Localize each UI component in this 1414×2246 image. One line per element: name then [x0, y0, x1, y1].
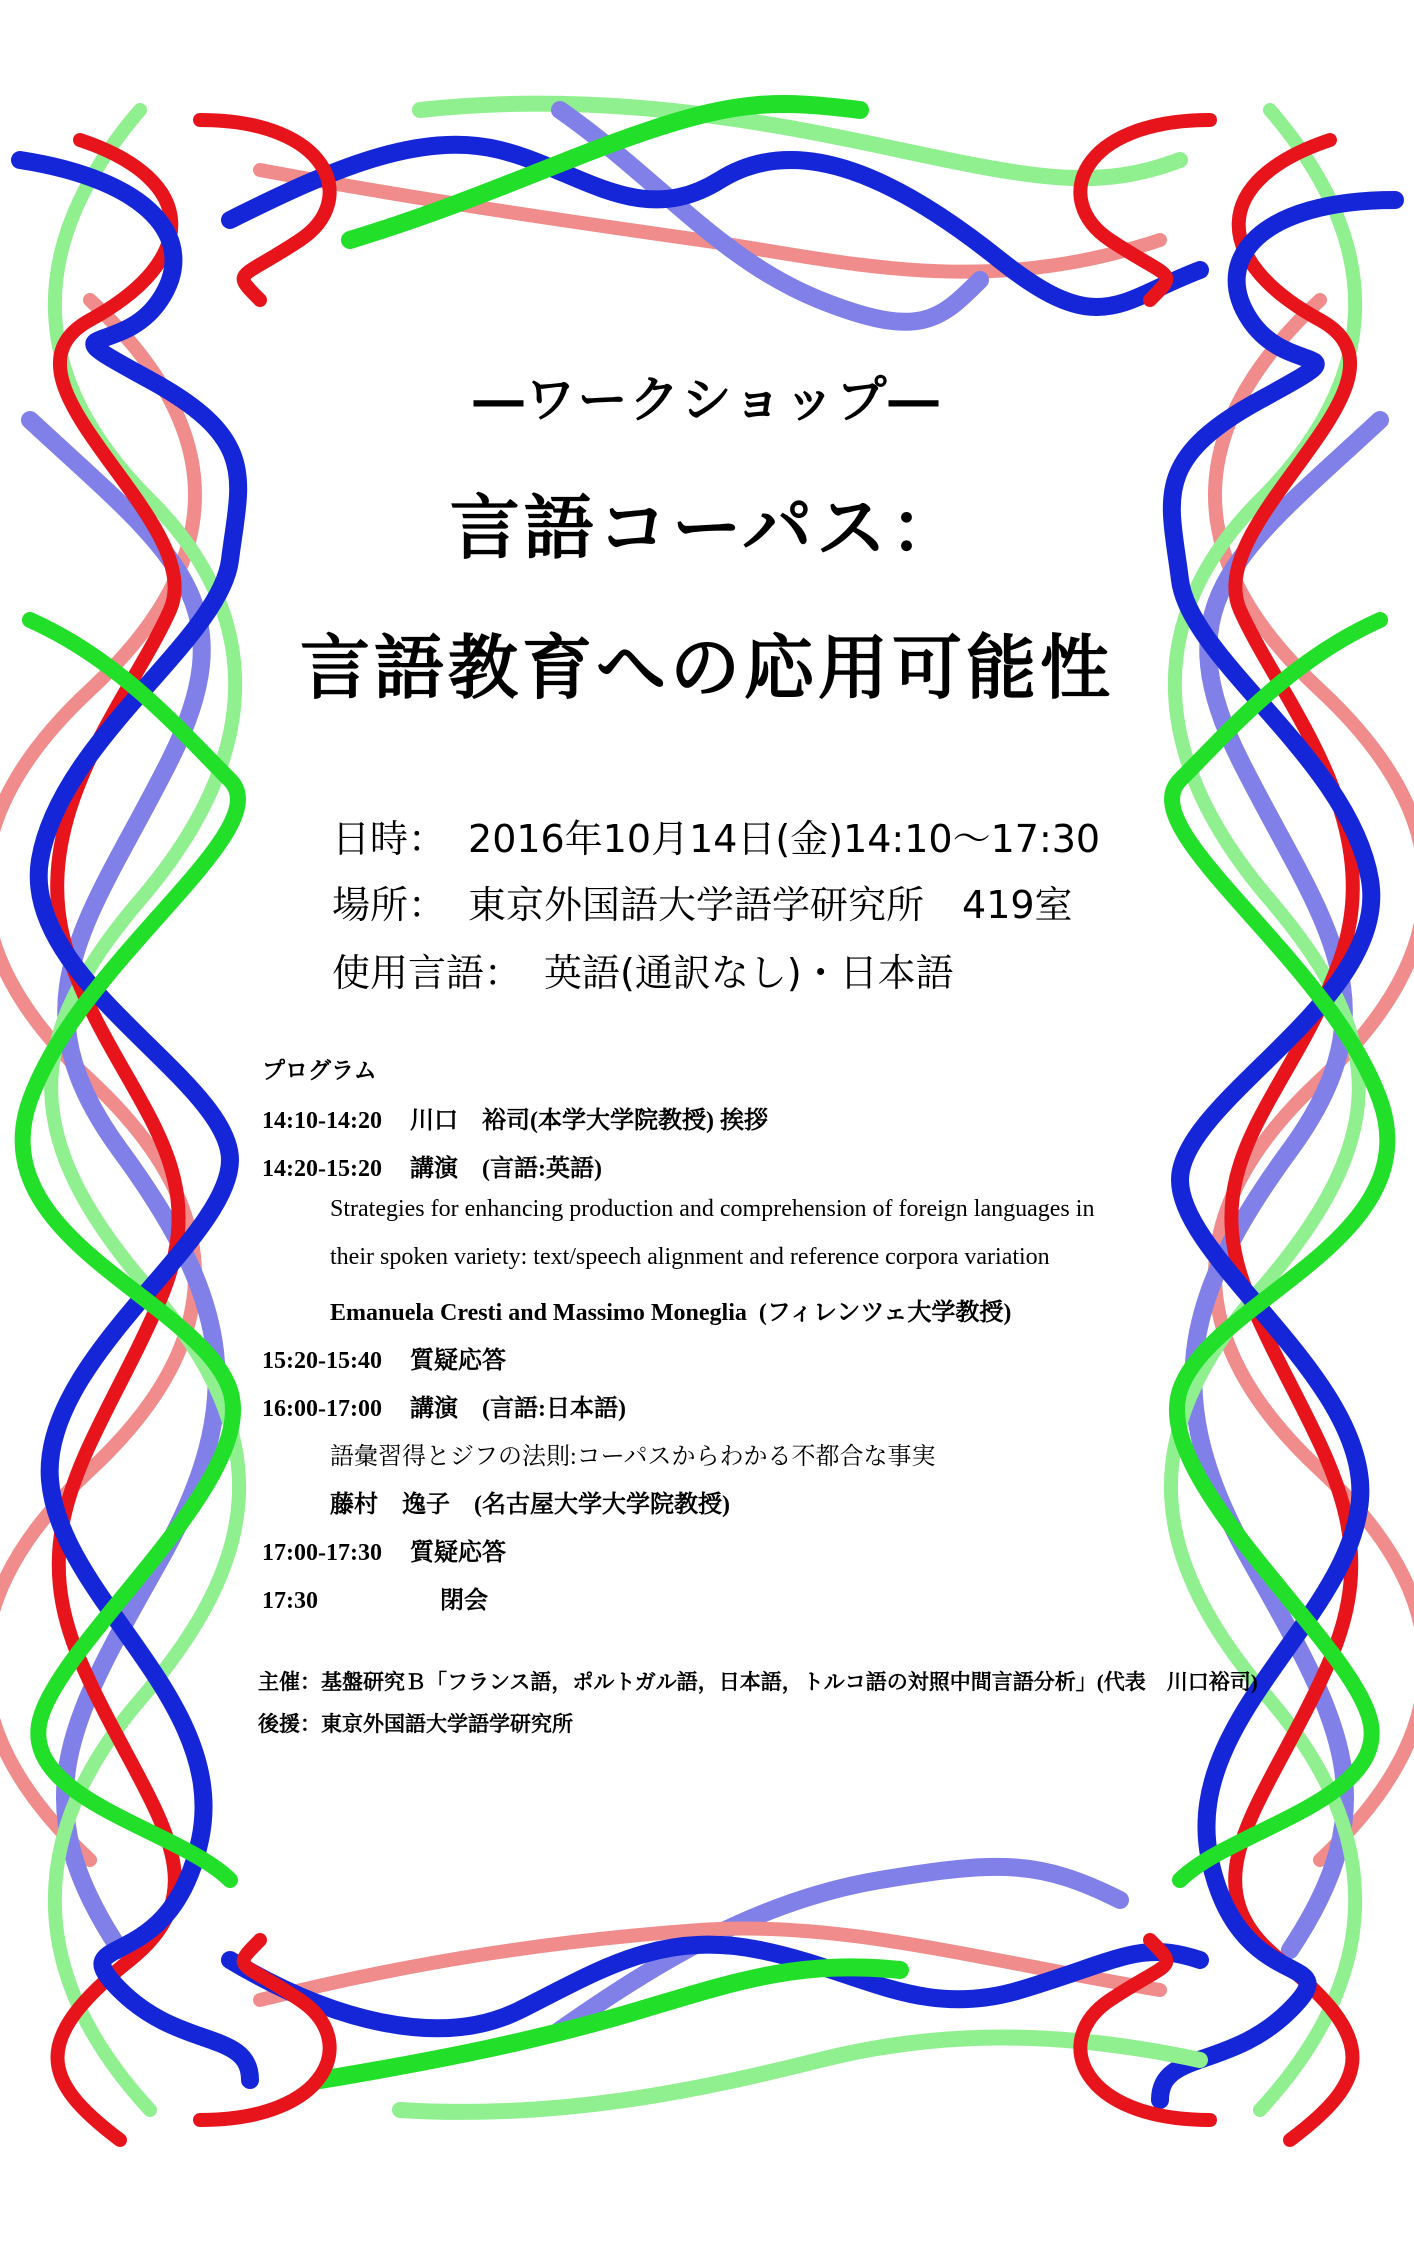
place-label: 場所： [332, 883, 447, 927]
host-value: 基盤研究Ｂ「フランス語，ポルトガル語，日本語，トルコ語の対照中間言語分析」(代表 川口裕司) [321, 1670, 1258, 1694]
host-row [258, 1666, 1258, 1696]
program-time: 17:30 [262, 1588, 318, 1614]
program-time: 14:20-15:20 [262, 1156, 382, 1182]
program-time: 16:00-17:00 [262, 1396, 382, 1422]
talk1-affiliation: (フィレンツェ大学教授) [758, 1300, 1012, 1326]
place-row [332, 874, 1073, 929]
bottom-ribbon-red [200, 1940, 330, 2120]
language-value: 英語(通訳なし)・日本語 [544, 951, 954, 995]
support-row [258, 1708, 573, 1738]
program-row [262, 1148, 602, 1183]
program-row [262, 1340, 506, 1375]
program-row [262, 1532, 506, 1567]
support-value: 東京外国語大学語学研究所 [321, 1712, 573, 1736]
program-row [262, 1580, 488, 1615]
place-value: 東京外国語大学語学研究所 419室 [468, 883, 1073, 927]
program-text: 川口 裕司(本学大学院教授) 挨拶 [410, 1108, 768, 1134]
host-label: 主催： [258, 1670, 321, 1694]
workshop-label: ―ワークショップ― [473, 371, 941, 429]
program-time: 14:10-14:20 [262, 1108, 382, 1134]
language-row [332, 942, 954, 997]
language-label: 使用言語： [332, 951, 523, 995]
talk2-title: 語彙習得とジフの法則:コーパスからわかる不都合な事実 [330, 1444, 936, 1470]
program-time: 15:20-15:40 [262, 1348, 382, 1374]
talk1-speakers-row [330, 1292, 1011, 1327]
program-text: 質疑応答 [410, 1540, 506, 1566]
program-text: 閉会 [440, 1588, 488, 1614]
talk1-speakers: Emanuela Cresti and Massimo Moneglia [330, 1300, 747, 1326]
date-row [332, 808, 1100, 863]
program-text: 講演 (言語:日本語) [410, 1396, 626, 1422]
program-time: 17:00-17:30 [262, 1540, 382, 1566]
talk2-speaker: 藤村 逸子 (名古屋大学大学院教授) [330, 1492, 730, 1518]
program-heading: プログラム [262, 1058, 377, 1083]
date-value: 2016年10月14日(金)14:10～17:30 [468, 817, 1101, 861]
program-text: 質疑応答 [410, 1348, 506, 1374]
talk1-title-line-2: their spoken variety: text/speech alignment and reference corpora variation [330, 1244, 1050, 1270]
program-text: 講演 (言語:英語) [410, 1156, 602, 1182]
title-line-2: 言語教育への応用可能性 [300, 627, 1114, 709]
support-label: 後援： [258, 1712, 321, 1736]
title-line-1: 言語コーパス： [449, 487, 965, 569]
talk1-title-line-1: Strategies for enhancing production and comprehension of foreign languages in [330, 1196, 1095, 1222]
date-label: 日時： [332, 817, 447, 861]
program-row [262, 1388, 626, 1423]
program-row [262, 1100, 768, 1135]
